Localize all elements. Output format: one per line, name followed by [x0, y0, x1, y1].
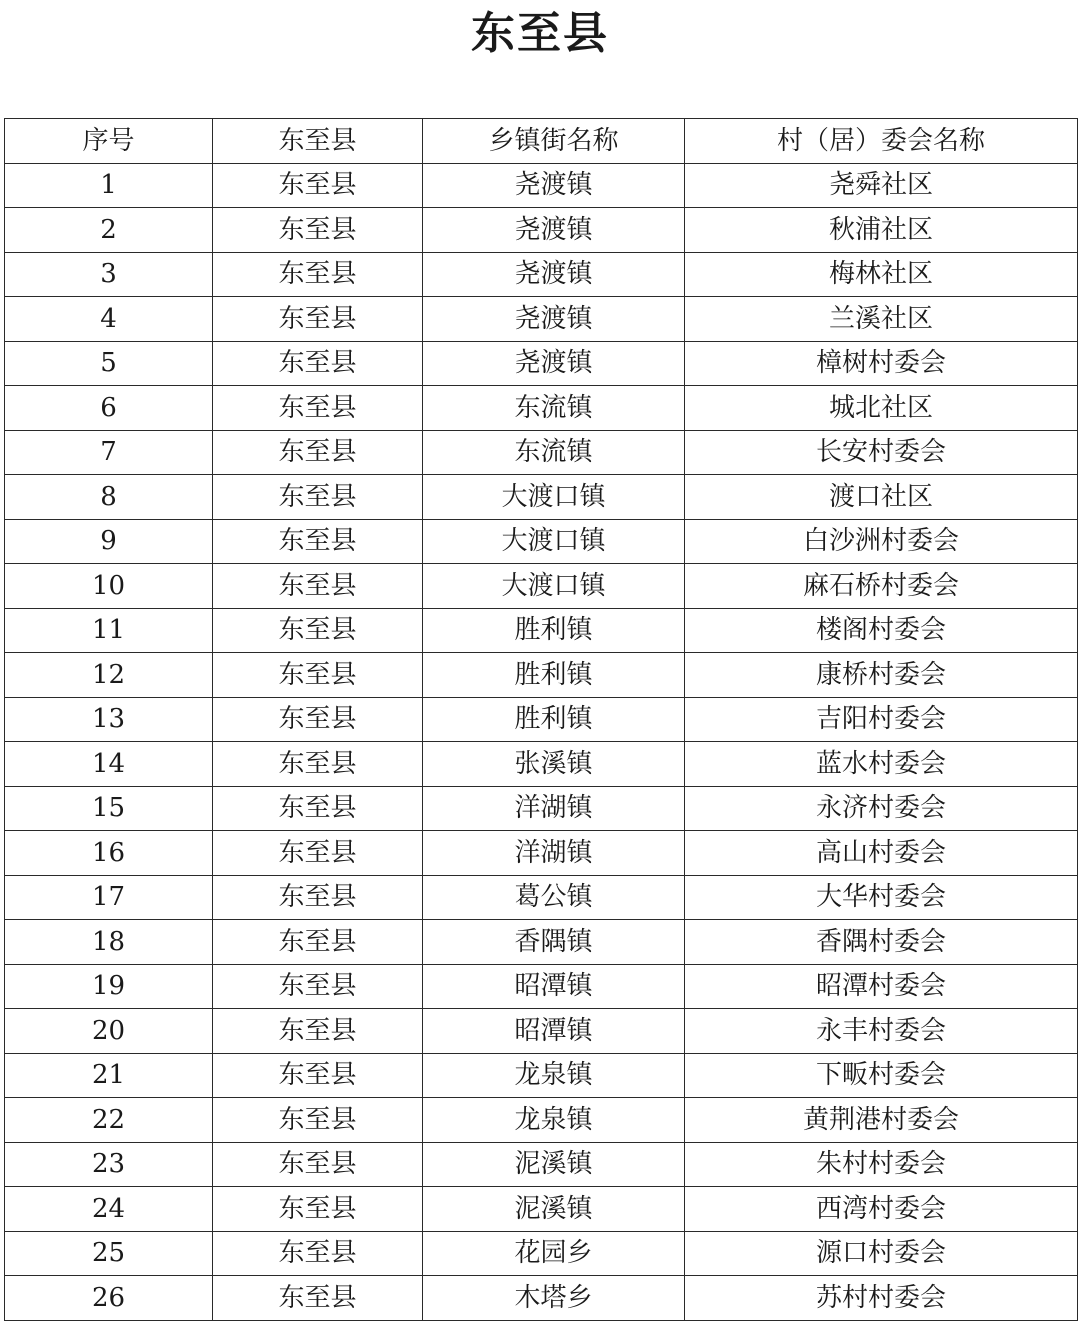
cell-committee: 西湾村委会	[685, 1187, 1078, 1232]
cell-town: 龙泉镇	[423, 1098, 685, 1143]
cell-index: 22	[5, 1098, 213, 1143]
cell-county: 东至县	[213, 297, 423, 342]
cell-town: 木塔乡	[423, 1276, 685, 1321]
cell-county: 东至县	[213, 1009, 423, 1054]
cell-index: 2	[5, 208, 213, 253]
cell-town: 昭潭镇	[423, 1009, 685, 1054]
cell-county: 东至县	[213, 1098, 423, 1143]
cell-town: 龙泉镇	[423, 1053, 685, 1098]
cell-county: 东至县	[213, 430, 423, 475]
cell-town: 东流镇	[423, 430, 685, 475]
cell-committee: 朱村村委会	[685, 1142, 1078, 1187]
table-row	[5, 920, 1078, 965]
cell-committee: 长安村委会	[685, 430, 1078, 475]
cell-county: 东至县	[213, 875, 423, 920]
cell-county: 东至县	[213, 386, 423, 431]
cell-index: 9	[5, 519, 213, 564]
table-row	[5, 208, 1078, 253]
cell-index: 26	[5, 1276, 213, 1321]
cell-committee: 梅林社区	[685, 252, 1078, 297]
table-row	[5, 1276, 1078, 1321]
header-committee: 村（居）委会名称	[685, 119, 1078, 164]
cell-index: 23	[5, 1142, 213, 1187]
cell-town: 大渡口镇	[423, 564, 685, 609]
cell-committee: 蓝水村委会	[685, 742, 1078, 787]
table-row	[5, 1009, 1078, 1054]
cell-index: 18	[5, 920, 213, 965]
header-town: 乡镇街名称	[423, 119, 685, 164]
cell-committee: 香隅村委会	[685, 920, 1078, 965]
cell-county: 东至县	[213, 1053, 423, 1098]
cell-town: 张溪镇	[423, 742, 685, 787]
cell-county: 东至县	[213, 1187, 423, 1232]
cell-county: 东至县	[213, 564, 423, 609]
cell-town: 葛公镇	[423, 875, 685, 920]
cell-county: 东至县	[213, 653, 423, 698]
cell-county: 东至县	[213, 831, 423, 876]
cell-county: 东至县	[213, 208, 423, 253]
table-row	[5, 1231, 1078, 1276]
cell-committee: 白沙洲村委会	[685, 519, 1078, 564]
table-row	[5, 697, 1078, 742]
table-row	[5, 519, 1078, 564]
table-row	[5, 1053, 1078, 1098]
table-row	[5, 341, 1078, 386]
table-row	[5, 564, 1078, 609]
cell-county: 东至县	[213, 519, 423, 564]
cell-town: 尧渡镇	[423, 208, 685, 253]
cell-county: 东至县	[213, 475, 423, 520]
cell-town: 尧渡镇	[423, 252, 685, 297]
cell-committee: 秋浦社区	[685, 208, 1078, 253]
table-row	[5, 1187, 1078, 1232]
cell-index: 3	[5, 252, 213, 297]
table-row	[5, 1142, 1078, 1187]
cell-county: 东至县	[213, 742, 423, 787]
cell-committee: 楼阁村委会	[685, 608, 1078, 653]
cell-index: 1	[5, 163, 213, 208]
cell-county: 东至县	[213, 786, 423, 831]
table-row	[5, 475, 1078, 520]
cell-index: 4	[5, 297, 213, 342]
cell-town: 尧渡镇	[423, 163, 685, 208]
cell-committee: 苏村村委会	[685, 1276, 1078, 1321]
cell-index: 12	[5, 653, 213, 698]
cell-town: 洋湖镇	[423, 831, 685, 876]
cell-town: 胜利镇	[423, 697, 685, 742]
table-header-row	[5, 119, 1078, 164]
cell-town: 胜利镇	[423, 653, 685, 698]
cell-index: 15	[5, 786, 213, 831]
page-title: 东至县	[471, 8, 609, 59]
cell-county: 东至县	[213, 163, 423, 208]
cell-index: 20	[5, 1009, 213, 1054]
cell-committee: 城北社区	[685, 386, 1078, 431]
cell-county: 东至县	[213, 964, 423, 1009]
cell-index: 11	[5, 608, 213, 653]
cell-committee: 渡口社区	[685, 475, 1078, 520]
cell-county: 东至县	[213, 697, 423, 742]
cell-county: 东至县	[213, 608, 423, 653]
cell-county: 东至县	[213, 1142, 423, 1187]
cell-committee: 樟树村委会	[685, 341, 1078, 386]
cell-committee: 下畈村委会	[685, 1053, 1078, 1098]
cell-town: 大渡口镇	[423, 519, 685, 564]
cell-town: 洋湖镇	[423, 786, 685, 831]
header-county: 东至县	[213, 119, 423, 164]
table-row	[5, 252, 1078, 297]
cell-index: 8	[5, 475, 213, 520]
cell-index: 21	[5, 1053, 213, 1098]
header-index: 序号	[5, 119, 213, 164]
cell-committee: 尧舜社区	[685, 163, 1078, 208]
cell-committee: 黄荆港村委会	[685, 1098, 1078, 1143]
table-row	[5, 430, 1078, 475]
cell-county: 东至县	[213, 1276, 423, 1321]
cell-index: 17	[5, 875, 213, 920]
cell-county: 东至县	[213, 920, 423, 965]
cell-committee: 永丰村委会	[685, 1009, 1078, 1054]
cell-index: 7	[5, 430, 213, 475]
cell-town: 东流镇	[423, 386, 685, 431]
cell-town: 胜利镇	[423, 608, 685, 653]
cell-town: 大渡口镇	[423, 475, 685, 520]
cell-index: 16	[5, 831, 213, 876]
table-row	[5, 653, 1078, 698]
table-row	[5, 1098, 1078, 1143]
cell-town: 泥溪镇	[423, 1187, 685, 1232]
cell-index: 19	[5, 964, 213, 1009]
cell-county: 东至县	[213, 252, 423, 297]
cell-committee: 麻石桥村委会	[685, 564, 1078, 609]
cell-county: 东至县	[213, 341, 423, 386]
cell-town: 泥溪镇	[423, 1142, 685, 1187]
cell-town: 昭潭镇	[423, 964, 685, 1009]
cell-index: 25	[5, 1231, 213, 1276]
cell-town: 香隅镇	[423, 920, 685, 965]
cell-committee: 永济村委会	[685, 786, 1078, 831]
cell-committee: 吉阳村委会	[685, 697, 1078, 742]
cell-committee: 康桥村委会	[685, 653, 1078, 698]
table-body	[5, 163, 1078, 1320]
table-row	[5, 875, 1078, 920]
table-row	[5, 742, 1078, 787]
table-row	[5, 786, 1078, 831]
village-committee-table	[4, 118, 1078, 1321]
table-row	[5, 163, 1078, 208]
cell-county: 东至县	[213, 1231, 423, 1276]
cell-index: 13	[5, 697, 213, 742]
table-row	[5, 297, 1078, 342]
cell-committee: 兰溪社区	[685, 297, 1078, 342]
cell-index: 24	[5, 1187, 213, 1232]
cell-committee: 昭潭村委会	[685, 964, 1078, 1009]
table-row	[5, 386, 1078, 431]
table-row	[5, 964, 1078, 1009]
cell-committee: 高山村委会	[685, 831, 1078, 876]
cell-index: 6	[5, 386, 213, 431]
cell-town: 花园乡	[423, 1231, 685, 1276]
cell-town: 尧渡镇	[423, 297, 685, 342]
cell-index: 5	[5, 341, 213, 386]
table-row	[5, 831, 1078, 876]
cell-index: 14	[5, 742, 213, 787]
cell-committee: 源口村委会	[685, 1231, 1078, 1276]
cell-index: 10	[5, 564, 213, 609]
cell-committee: 大华村委会	[685, 875, 1078, 920]
cell-town: 尧渡镇	[423, 341, 685, 386]
table-row	[5, 608, 1078, 653]
